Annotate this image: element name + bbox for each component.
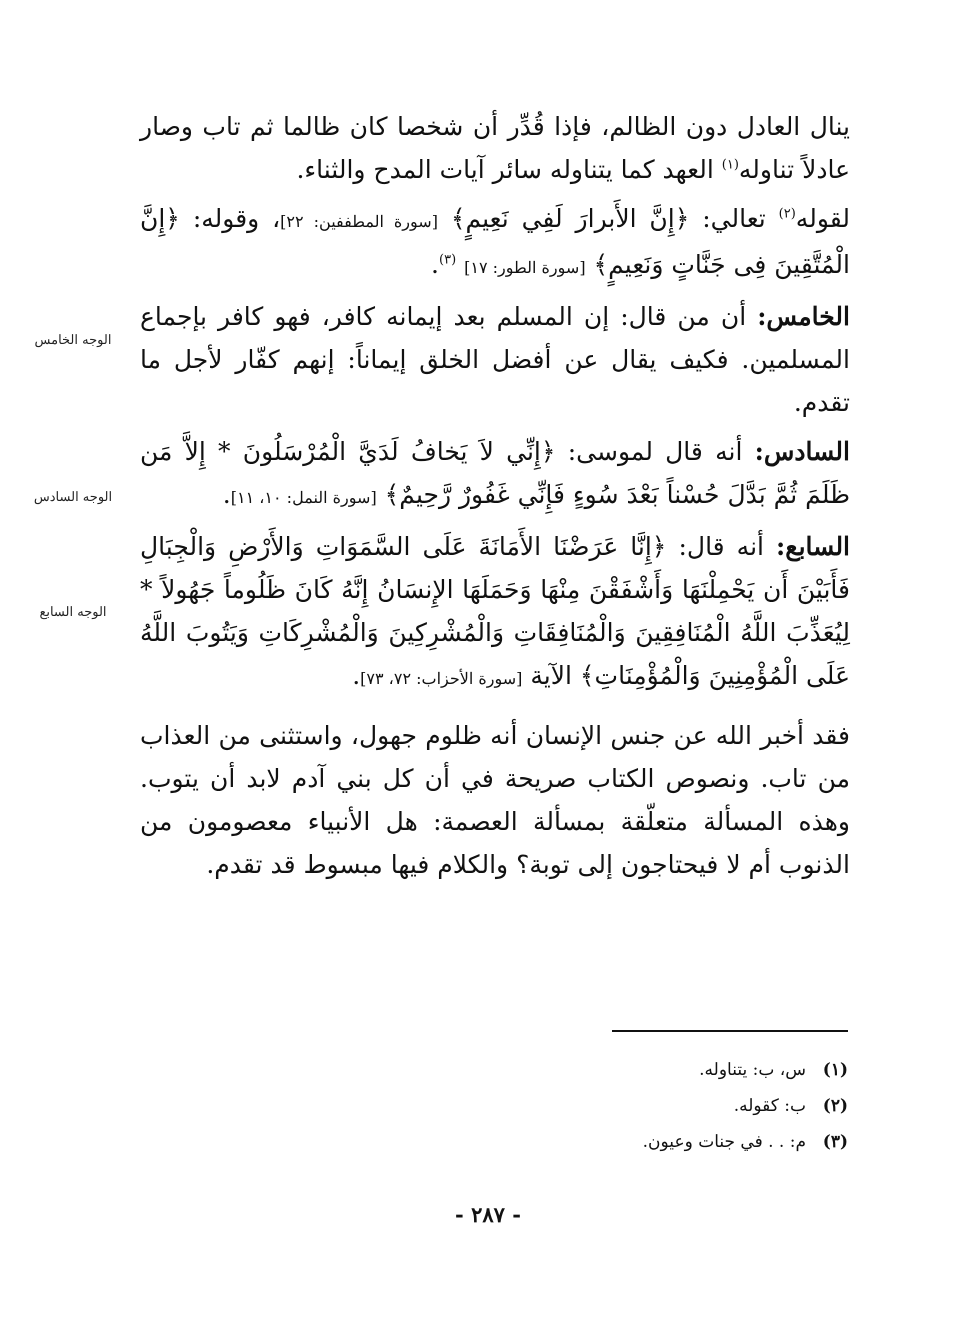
paragraph-1 <box>140 105 850 191</box>
paragraph-seventh-text: أنه قال: ﴿إِنَّا عَرَضْنَا الأَمَانَةَ عَلَى السَّمَوَاتِ وَالأَرْضِ وَالْجِبَالِ فَأَبَيْنَ أَن يَحْمِلْنَهَا وَأَشْفَقْنَ مِنْهَا وَحَمَلَهَا الإِنسَانُ إِنَّهُ كَانَ ظَلُوماً جَهُولاً * لِيُعَذِّبَ اللَّهُ الْمُنَافِقِينَ وَالْمُنَافِقَاتِ وَالْمُشْرِكِينَ وَالْمُشْرِكَاتِ وَيَتُوبَ اللَّهُ عَلَى الْمُؤْمِنِينَ وَالْمُؤْمِنَاتِ﴾ الآية <box>140 532 850 690</box>
paragraph-1-rest: العهد كما يتناوله سائر آيات المدح والثناء. <box>296 155 714 184</box>
surah-reference-1: [سورة المطففين: ٢٢] <box>280 212 438 231</box>
margin-note-sixth: الوجه السادس <box>33 490 113 505</box>
footnote-3 <box>540 1124 848 1160</box>
heading-sixth: السادس: <box>754 437 850 466</box>
paragraph-2 <box>140 197 850 289</box>
footnote-text: م: . . في جنات وعيون. <box>642 1132 806 1152</box>
paragraph-2-end: . <box>431 250 439 279</box>
paragraph-1-text: ينال العادل دون الظالم، فإذا قُدِّر أن شخصا كان ظالما ثم تاب وصار عادلاً تناوله <box>140 112 850 184</box>
footnote-1 <box>540 1052 848 1088</box>
paragraph-conclusion <box>140 714 850 886</box>
footnotes <box>540 1052 848 1160</box>
paragraph-conclusion-text: فقد أخبر الله عن جنس الإنسان أنه ظلوم جهول، واستثنى من العذاب من تاب. ونصوص الكتاب صريحة في أن كل بني آدم لابد أن يتوب. وهذه المسألة متعلّقة بمسألة العصمة: هل الأنبياء معصومون من الذنوب أم لا فيحتاجون إلى توبة؟ والكلام فيها مبسوط قد تقدم. <box>140 721 850 879</box>
footnote-ref-2: (٢) <box>778 206 796 222</box>
surah-reference-4: [سورة الأحزاب: ٧٢، ٧٣] <box>360 669 523 688</box>
paragraph-2-start: لقوله <box>795 204 850 233</box>
footnote-number: (٢) <box>822 1096 848 1116</box>
quran-quote-2: ، وقوله: ﴿إِنَّ الْمُتَّقِينَ فِى جَنَّاتٍ وَنَعِيمٍ﴾ <box>140 204 850 279</box>
heading-seventh: السابع: <box>776 532 851 561</box>
footnote-number: (٣) <box>822 1132 848 1152</box>
footnote-text: س، ب: يتناوله. <box>699 1060 806 1080</box>
paragraph-fifth-text: أن من قال: إن المسلم بعد إيمانه كافر، فهو كافر بإجماع المسلمين. فكيف يقال عن أفضل الخلق إيماناً: إنهم كفّار لأجل ما تقدم. <box>140 302 850 417</box>
paragraph-seventh-end: . <box>352 661 361 690</box>
main-text <box>140 105 850 892</box>
footnote-ref-3: (٣) <box>439 252 457 268</box>
margin-note-fifth: الوجه الخامس <box>34 333 112 348</box>
margin-note-seventh: الوجه السابع <box>39 605 107 620</box>
paragraph-seventh <box>140 525 850 700</box>
footnote-number: (١) <box>822 1060 848 1080</box>
paragraph-fifth <box>140 295 850 424</box>
paragraph-sixth-end: . <box>222 480 231 509</box>
footnote-divider <box>612 1030 848 1032</box>
quran-quote-1: تعالي: ﴿إِنَّ الأَبرارَ لَفِي نَعِيمٍ﴾ <box>450 204 766 233</box>
footnote-ref-1: (١) <box>721 157 739 173</box>
heading-fifth: الخامس: <box>757 302 850 331</box>
paragraph-sixth-text: أنه قال لموسى: ﴿إِنِّي لاَ يَخافُ لَدَيَّ الْمُرْسَلُونَ * إِلاَّ مَن ظَلَمَ ثُمَّ بَدَّلَ حُسْناً بَعْدَ سُوءٍ فَإِنِّي غَفُورٌ رَّحِيمٌ﴾ <box>140 437 850 509</box>
footnote-text: ب: كقوله. <box>733 1096 806 1116</box>
paragraph-sixth <box>140 430 850 519</box>
page-number: - ٢٨٧ - <box>455 1202 521 1227</box>
footnote-2 <box>540 1088 848 1124</box>
surah-reference-2: [سورة الطور: ١٧] <box>464 258 586 277</box>
surah-reference-3: [سورة النمل: ١٠، ١١] <box>230 488 377 507</box>
